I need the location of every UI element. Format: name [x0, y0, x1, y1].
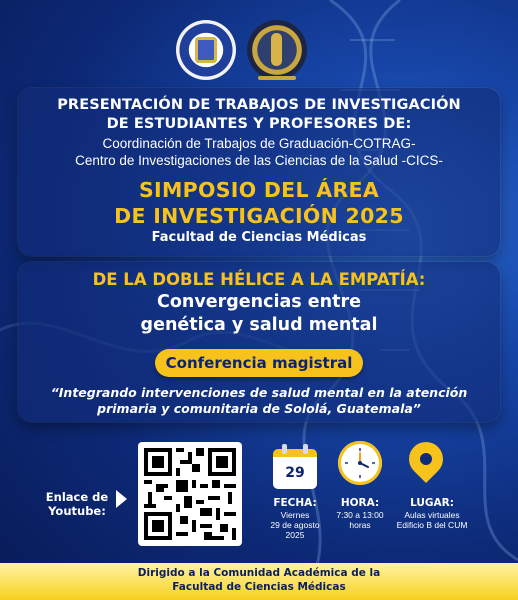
conference-quote-line-2: primaria y comunitaria de Sololá, Guatemala”	[97, 401, 421, 416]
footer-line-2: Facultad de Ciencias Médicas	[172, 581, 346, 593]
faculty-name: Facultad de Ciencias Médicas	[151, 230, 367, 245]
date-line-2: 29 de agosto	[270, 520, 320, 530]
youtube-label-line-2: Youtube:	[48, 504, 106, 518]
place-title: LUGAR:	[410, 497, 454, 509]
coordination-line-1: Coordinación de Trabajos de Graduación-COTRAG-	[102, 136, 416, 151]
heading-line-2: DE ESTUDIANTES Y PROFESORES DE:	[106, 116, 412, 132]
date-info	[262, 497, 328, 540]
time-title: HORA:	[340, 497, 380, 509]
place-info	[390, 497, 474, 530]
footer-text	[0, 566, 518, 594]
place-line-1: Aulas virtuales	[404, 510, 460, 520]
calendar-icon	[273, 443, 317, 489]
conference-title: DE LA DOBLE HÉLICE A LA EMPATÍA:	[92, 270, 426, 289]
location-pin-icon	[402, 435, 450, 483]
clock-face	[338, 441, 382, 485]
footer-line-1: Dirigido a la Comunidad Académica de la	[137, 567, 381, 579]
faculty-seal	[247, 20, 307, 80]
clock-icon	[338, 441, 382, 485]
coordination-line-2: Centro de Investigaciones de las Ciencias de la Salud -CICS-	[75, 153, 443, 168]
date-title: FECHA:	[273, 497, 317, 509]
logos-row	[0, 18, 518, 84]
conference-badge: Conferencia magistral	[155, 349, 363, 377]
date-line-1: Viernes	[280, 510, 310, 520]
qr-code[interactable]	[138, 442, 242, 546]
youtube-label-line-1: Enlace de	[45, 490, 109, 504]
symposium-title-line-2: DE INVESTIGACIÓN 2025	[114, 204, 404, 228]
university-seal	[176, 20, 236, 80]
youtube-link-label	[42, 490, 112, 518]
time-line-1: 7:30 a 13:00	[336, 510, 384, 520]
time-info	[330, 497, 390, 530]
date-line-3: 2025	[285, 530, 305, 540]
conference-subtitle-line-1: Convergencias entre	[157, 292, 361, 312]
conference-subtitle-line-2: genética y salud mental	[140, 315, 378, 335]
place-line-2: Edificio B del CUM	[396, 520, 468, 530]
calendar-ring	[282, 444, 287, 454]
seal-caption-ribbon	[258, 76, 296, 80]
play-arrow-icon	[116, 490, 127, 508]
time-line-2: horas	[349, 520, 371, 530]
conference-quote-line-1: “Integrando intervenciones de salud mental en la atención	[50, 385, 468, 400]
calendar-day: 29	[273, 457, 317, 489]
calendar-ring	[303, 444, 308, 454]
symposium-title-line-1: SIMPOSIO DEL ÁREA	[138, 178, 380, 202]
heading-line-1: PRESENTACIÓN DE TRABAJOS DE INVESTIGACIÓN	[57, 97, 461, 113]
qr-code-pattern	[144, 448, 236, 540]
